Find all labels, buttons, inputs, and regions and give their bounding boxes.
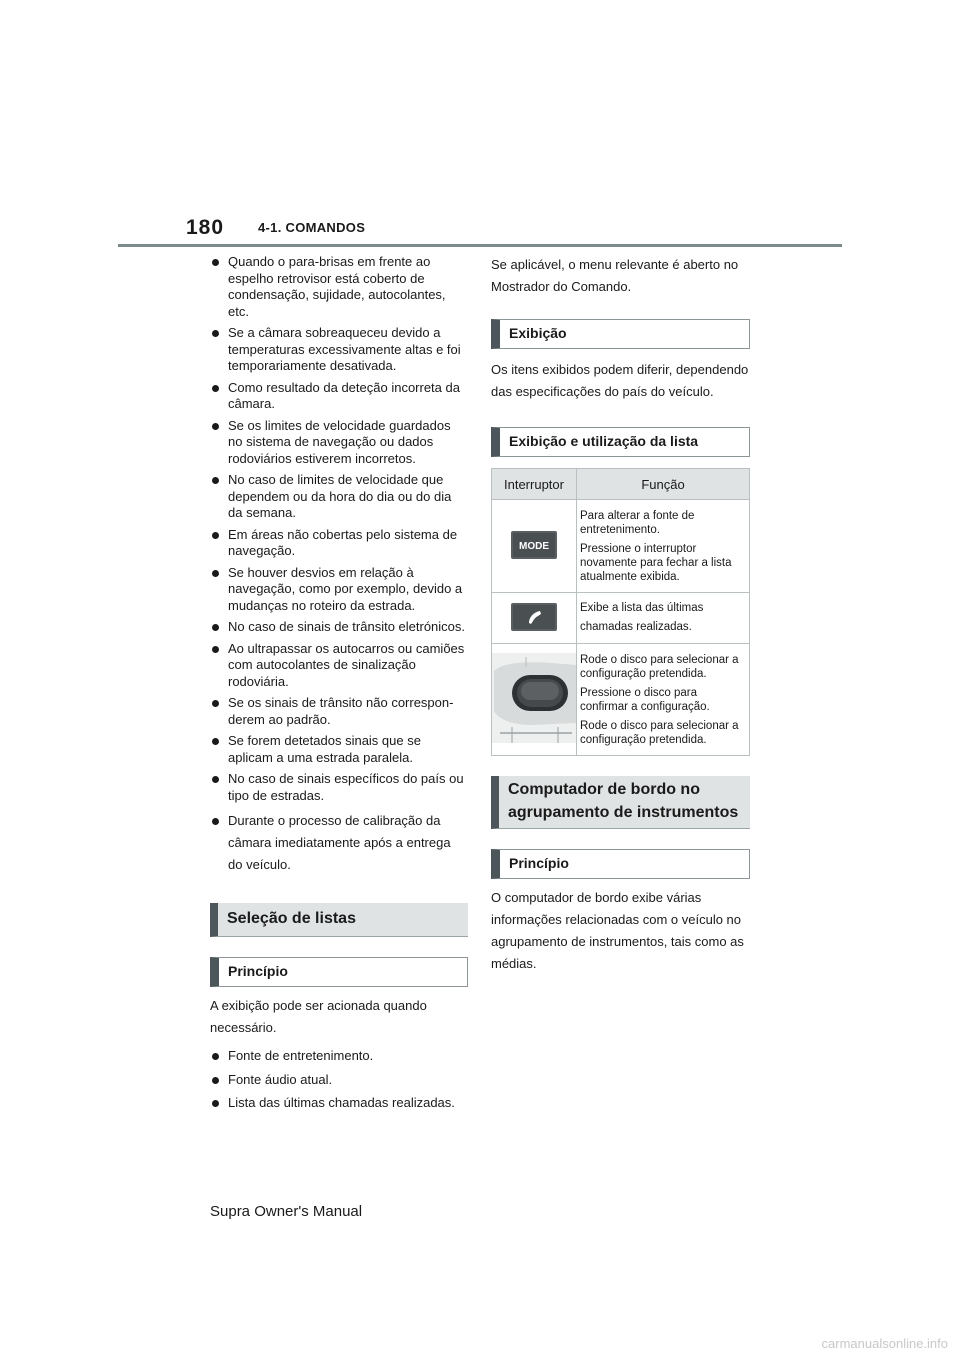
heading-exibicao: Exibição (491, 319, 750, 349)
paragraph-exibicao-acionada: A exibição pode ser acionada quando necessário. (210, 998, 427, 1035)
function-cell (577, 593, 750, 644)
list-item: Ao ultrapassar os autocarros ou camiões com autocolantes de sinalização rodoviária. (210, 641, 468, 691)
function-text: Rode o disco para selecionar a configuração pretendida. (580, 719, 739, 746)
list-item: No caso de sinais específicos do país ou tipo de estradas. (210, 771, 468, 804)
calibration-list (210, 810, 468, 876)
heading-exibicao-e-utilizacao: Exibição e utilização da lista (491, 427, 750, 457)
section-title: 4-1. COMANDOS (258, 220, 366, 235)
table-row (492, 500, 750, 593)
list-item: Fonte de entretenimento. (210, 1045, 468, 1067)
switch-cell (492, 593, 577, 644)
column-header-funcao: Função (577, 469, 750, 500)
heading-computador-de-bordo: Computador de bordo no agrupamento de instrumentos (491, 776, 750, 829)
phone-button-icon (511, 603, 557, 631)
paragraph-menu-aberto: Se aplicável, o menu relevante é aberto no Mostrador do Comando. (491, 257, 739, 294)
list-item: Quando o para-brisas em frente ao espelho retrovisor está coberto de condensação, sujidade, autocolantes, etc. (210, 254, 468, 320)
left-column (210, 254, 468, 1117)
controls-table (491, 468, 750, 756)
list-item: Em áreas não cobertas pelo sistema de navegação. (210, 527, 468, 560)
paragraph-computador-exibe: O computador de bordo exibe várias informações relacionadas com o veículo no agrupamento de instrumentos, tais como as médias. (491, 890, 744, 971)
header-rule (118, 244, 842, 247)
function-text: Pressione o interruptor novamente para fechar a lista atualmente exibida. (580, 542, 732, 583)
svg-text:MODE: MODE (519, 540, 549, 552)
list-item: Se os sinais de trânsito não corresponderem ao padrão. (210, 695, 468, 728)
list-item: Lista das últimas chamadas realizadas. (210, 1095, 468, 1112)
paragraph-itens-exibidos: Os itens exibidos podem diferir, dependendo das especificações do país do veículo. (491, 362, 749, 399)
sources-list (210, 1045, 468, 1091)
function-text: Rode o disco para selecionar a configuração pretendida. (580, 653, 739, 680)
list-item: Como resultado da deteção incorreta da câmara. (210, 380, 468, 413)
right-column (491, 254, 750, 975)
heading-principio-right: Princípio (491, 849, 750, 879)
list-item: Se a câmara sobreaqueceu devido a temperaturas excessivamente altas e foi temporariamente desativada. (210, 325, 468, 375)
switch-cell (492, 500, 577, 593)
switch-cell (492, 644, 577, 756)
mode-button-icon (511, 531, 557, 559)
heading-principio-left: Princípio (210, 957, 468, 987)
heading-selecao-de-listas: Seleção de listas (210, 903, 468, 937)
column-header-interruptor: Interruptor (492, 469, 577, 500)
limitations-list (210, 254, 468, 804)
table-header-row (492, 469, 750, 500)
function-cell (577, 500, 750, 593)
table-row (492, 644, 750, 756)
list-item: Se os limites de velocidade guardados no sistema de navegação ou dados rodoviários estiverem incorretos. (210, 418, 468, 468)
list-item: Se houver desvios em relação à navegação, como por exemplo, devido a mudanças no roteiro da estrada. (210, 565, 468, 615)
table-row (492, 593, 750, 644)
list-item: Durante o processo de calibração da câmara imediatamente após a entrega do veículo. (210, 810, 468, 876)
list-item: No caso de sinais de trânsito eletrónicos. (210, 619, 468, 636)
list-item: No caso de limites de velocidade que dependem ou da hora do dia ou do dia da semana. (210, 472, 468, 522)
function-text: Exibe a lista das últimas chamadas realizadas. (580, 602, 704, 633)
list-item: Fonte áudio atual. (210, 1069, 468, 1091)
scroll-wheel-icon (492, 653, 576, 743)
function-text: Pressione o disco para confirmar a configuração. (580, 686, 710, 713)
calls-list (210, 1095, 468, 1112)
page-number: 180 (186, 216, 225, 239)
footer-manual-title: Supra Owner's Manual (210, 1203, 363, 1220)
watermark: carmanualsonline.info (821, 1336, 948, 1351)
list-item: Se forem detetados sinais que se aplicam a uma estrada paralela. (210, 733, 468, 766)
function-text: Para alterar a fonte de entretenimento. (580, 509, 695, 536)
function-cell (577, 644, 750, 756)
